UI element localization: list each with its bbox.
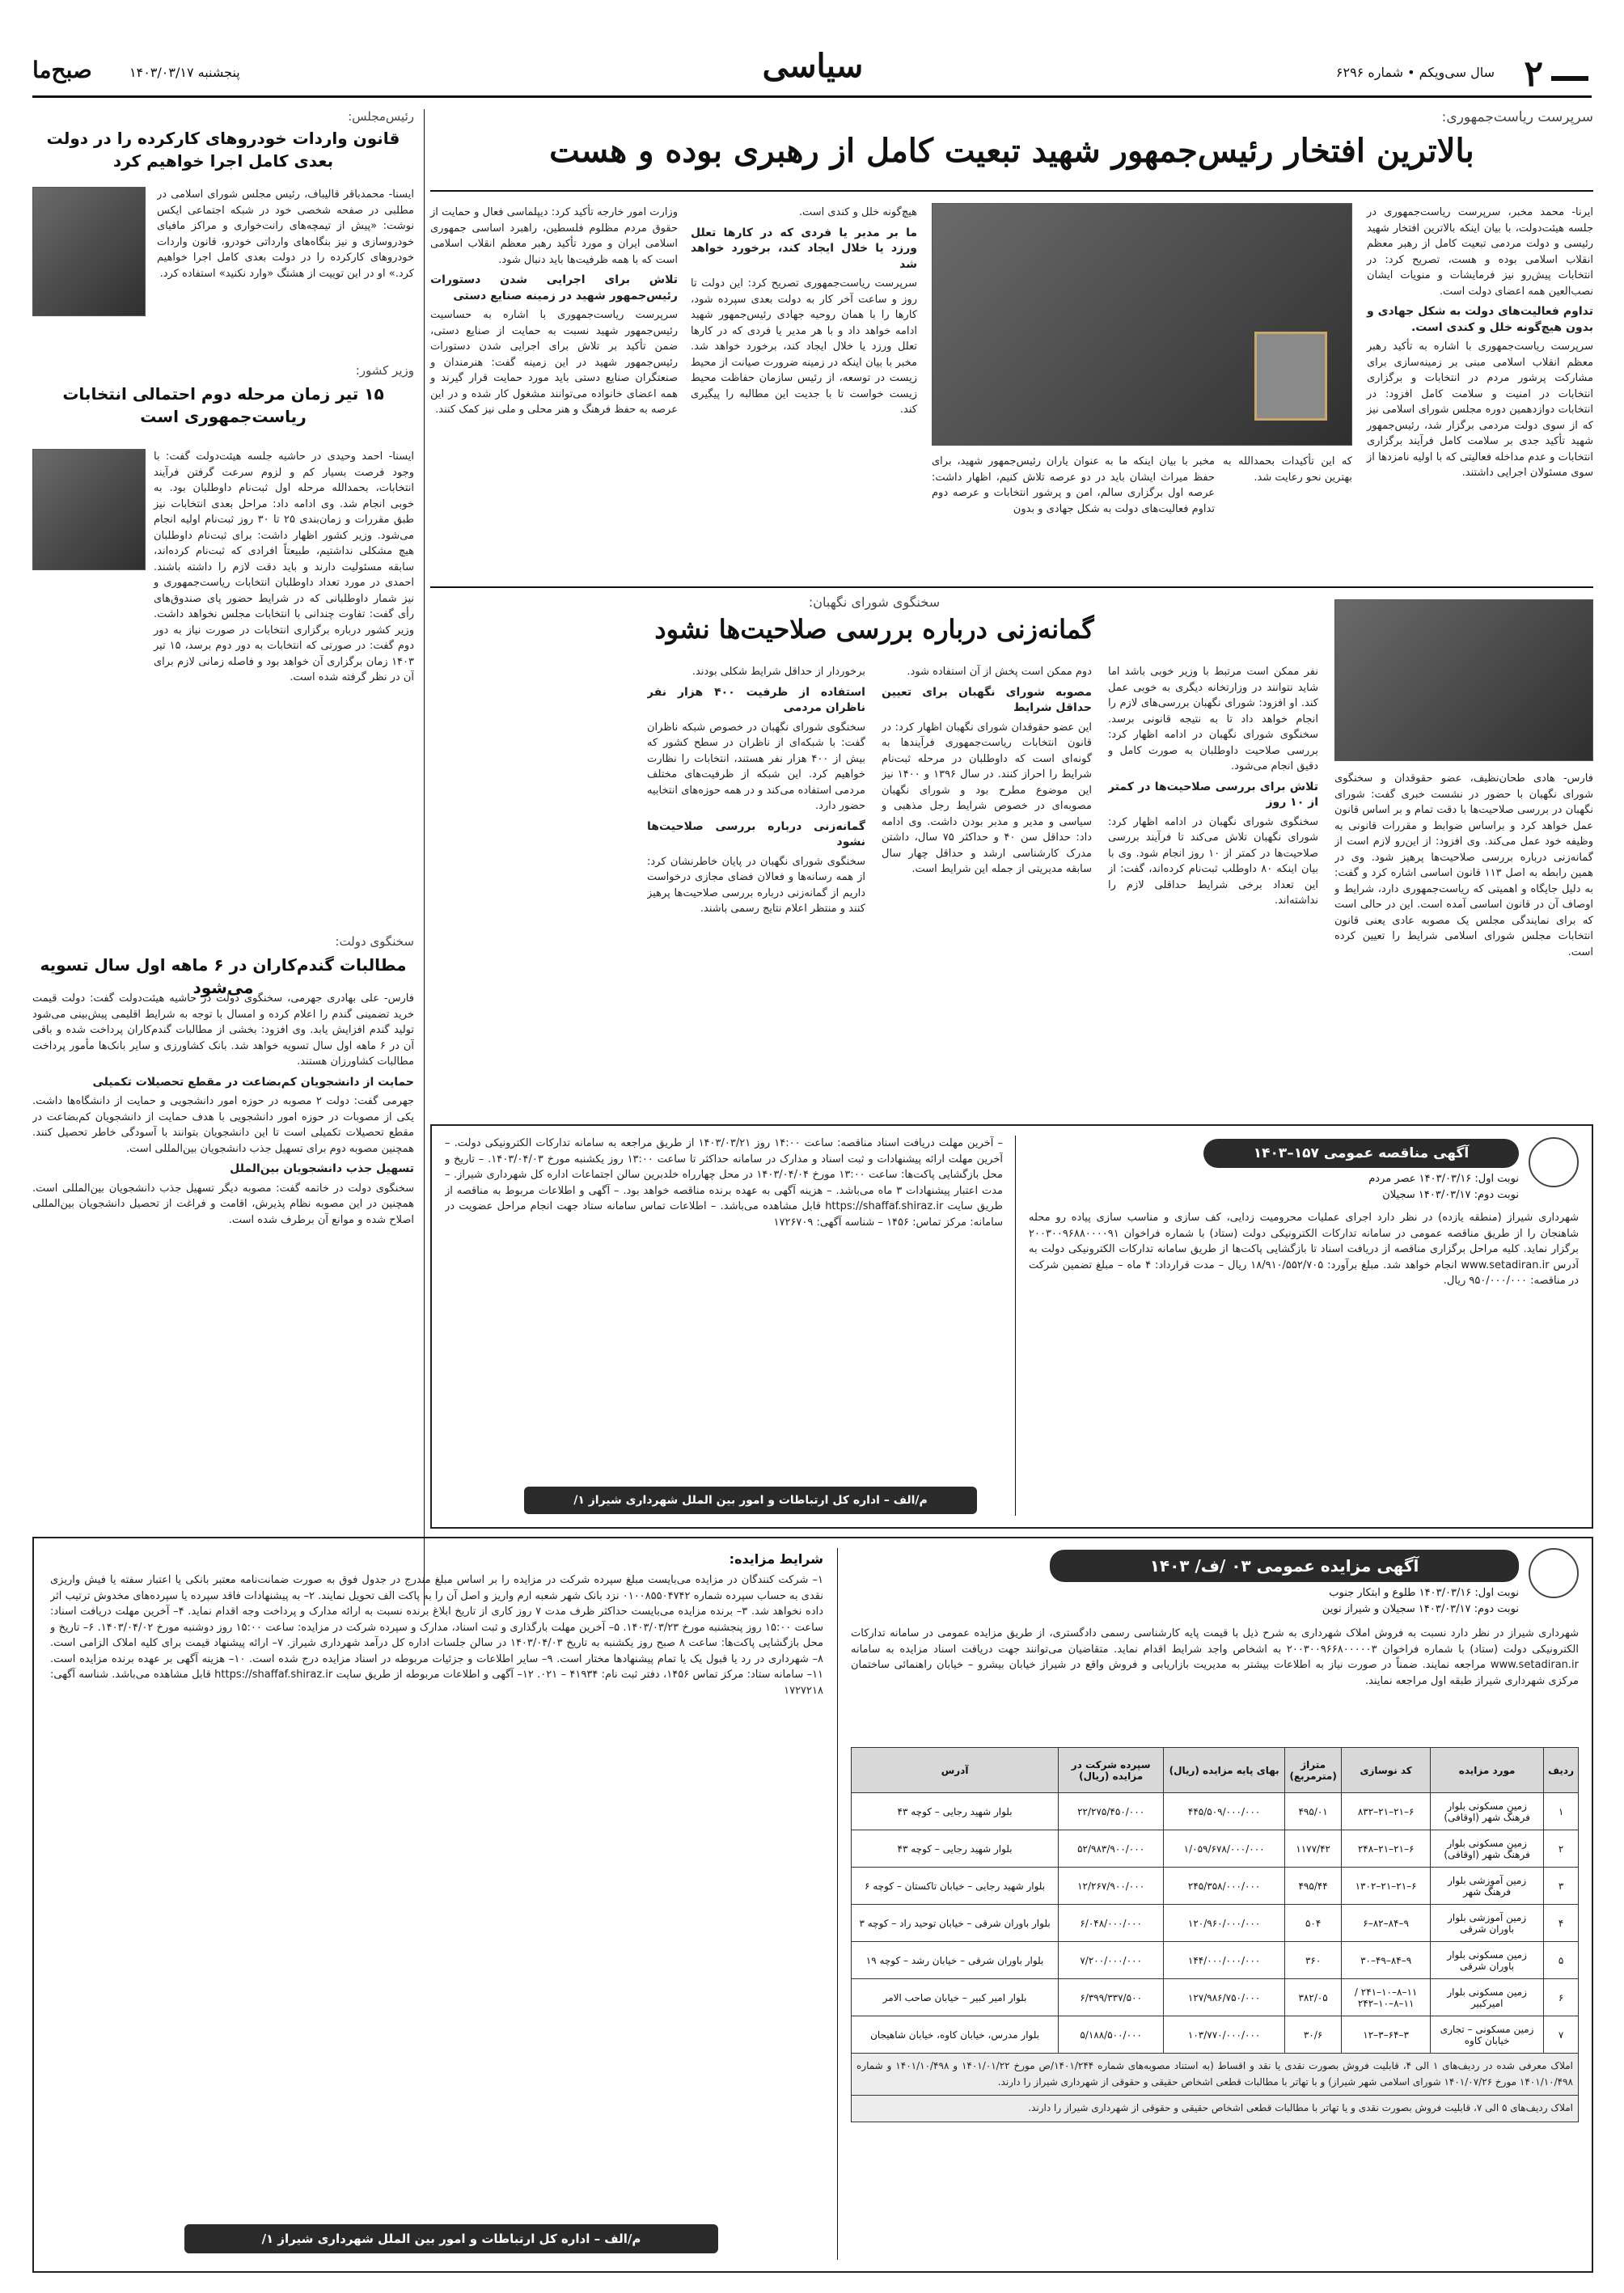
subheading: مصوبه شورای نگهبان برای تعیین حداقل شرایط <box>882 685 1092 714</box>
paragraph: ایرنا- محمد مخبر، سرپرست ریاست‌جمهوری در جلسه هیئت‌دولت، با بیان اینکه بالاترین افتخار شهید رئیسی و دولت مردمی تبعیت کامل از رهبر معظم انقلاب اسلامی بوده و هست، تصریح کرد: در انتخابات پیش‌رو نیز فرمایشات و منویات ایشان نصب‌العین همه اعضای دولت است. <box>1367 206 1593 298</box>
auction-table <box>851 1747 1579 2122</box>
lead-kicker: سرپرست ریاست‌جمهوری: <box>1441 109 1593 125</box>
table-cell: ۵۲/۹۸۳/۹۰۰/۰۰۰ <box>1059 1830 1164 1868</box>
table-cell: ۹–۸۴–۸۲–۶ <box>1342 1905 1431 1942</box>
table-row <box>852 1868 1579 1905</box>
photo-frame-portrait <box>1254 332 1327 421</box>
lead-col-4 <box>430 205 678 421</box>
table-cell: ۶–۲۱–۲۱–۱۳۰۲ <box>1342 1868 1431 1905</box>
auction-nobat-2: نوبت دوم: ۱۴۰۳/۰۳/۱۷ سجیلان و شیراز نوین <box>1322 1603 1519 1615</box>
paragraph: سرپرست ریاست‌جمهوری با اشاره به حساسیت رئیس‌جمهور شهید نسبت به حمایت از صنایع دستی، ضمن تأکید بر تلاش برای اجرایی شدن دستورات رئیس‌جمهور شهید در این زمینه گفت: هنرمندان و صنعتگران صنایع دستی باید مورد حمایت قرار گیرند و همه اعضای خانواده می‌توانند مشغول کار شده و در این عرصه به حفظ فرهنگ و هنر محلی و ملی نیز کمک کنند. <box>430 309 678 416</box>
auction-title: آگهی مزایده عمومی ۰۳ /ف/ ۱۴۰۳ <box>1050 1550 1519 1582</box>
table-cell: بلوار مدرس، خیابان کاوه، خیابان شاهیجان <box>852 2016 1059 2054</box>
table-cell: ۱۰۳/۷۷۰/۰۰۰/۰۰۰ <box>1164 2016 1285 2054</box>
tender-divider <box>1015 1136 1016 1516</box>
paragraph: جهرمی گفت: دولت ۲ مصوبه در حوزه امور دانشجویی و حمایت از دانشگاه‌ها داشت. یکی از مصوبات در حوزه امور دانشجویی با هدف حمایت از دانشجویان کم‌بضاعت در مقطع تحصیلات تکمیلی است تا این دانشجویان بتوانند با آسودگی خاطر تحصیل کنند. همچنین مصوبه دوم برای تسهیل جذب دانشجویان بین‌المللی است. <box>32 1095 414 1155</box>
brief-body: ایسنا- محمدباقر قالیباف، رئیس مجلس شورای اسلامی در مطلبی در صفحه شخصی خود در شبکه اجتماعی ایکس نوشت: «پیش از تیمچه‌های رانت‌خواری و مراکز مافیای خودروسازی و نیز بنگاه‌های وارداتی خودرو، قانون واردات خودروهای کارکرده را در دولت بعدی کامل اجرا خواهیم کرد.» او در این توییت از هشتگ «وارد نکنید» استفاده کرد. <box>157 188 414 280</box>
paragraph: سرپرست ریاست‌جمهوری تصریح کرد: این دولت تا روز و ساعت آخر کار به دولت بعدی سپرده شود، کارها را با همان روحیه جهادی رئیس‌جمهور شهید ادامه خواهد داد و با هر مدیر یا فردی که در کارها تعلل ورزد یا خلال ایجاد کند، برخورد خواهد شد. مخبر با بیان اینکه در زمینه ضرورت صیانت از محیط زیست در توسعه، از رئیس سازمان حفاظت محیط زیست خواست تا با جدیت این مطالبه را پیگیری کند. <box>691 277 917 416</box>
publication-date: پنجشنبه ۱۴۰۳/۰۳/۱۷ <box>129 65 240 80</box>
col-header: سپرده شرکت در مزایده (ریال) <box>1059 1748 1164 1793</box>
photo-caption-right: که این تأکیدات بحمدالله به بهترین نحو رعایت شد. <box>1223 455 1352 484</box>
article-rule <box>430 586 1593 588</box>
table-cell: ۳۶۰ <box>1285 1942 1342 1979</box>
newspaper-logo: صبح‌ما <box>32 57 92 83</box>
table-cell: ۷/۲۰۰/۰۰۰/۰۰۰ <box>1059 1942 1164 1979</box>
column-divider <box>424 109 425 1606</box>
table-cell: ۱۱–۸–۱۰–۲۴۱ / ۱۱–۸–۱۰–۲۴۲ <box>1342 1979 1431 2016</box>
paragraph: نفر ممکن است مرتبط با وزیر خوبی باشد اما شاید نتوانند در وزارتخانه دیگری به خوبی عمل کند. او افزود: شورای نگهبان بررسی‌های لازم را انجام خواهد داد تا به نتیجه قانونی برسد. سخنگوی شورای نگهبان در ادامه اظهار کرد: بررسی صلاحیت داوطلبان به صورت کامل و دقیق انجام می‌شود. <box>1108 666 1318 772</box>
table-cell: ۴ <box>1544 1905 1579 1942</box>
table-cell: بلوار شهید رجایی – خیابان تاکستان – کوچه ۶ <box>852 1868 1059 1905</box>
page-number-dash <box>1551 76 1588 81</box>
col-header: آدرس <box>852 1748 1059 1793</box>
paragraph: سرپرست ریاست‌جمهوری با اشاره به تأکید رهبر معظم انقلاب اسلامی مبنی بر زمینه‌سازی برای مشارکت پرشور مردم در انتخابات و برگزاری انتخابات در امنیت و سلامت کامل افزود: در انتخابات دوازدهمین دوره مجلس شورای اسلامی نیز که از سوی دولت مردمی برگزار شد، رئیس‌جمهور شهید تأکید جدی بر سلامت کامل فرآیند برگزاری انتخابات و عدم مداخله فعالیتی که با اولیه نامزدها از سوی مسئولان اجرایی داشتند. <box>1367 341 1593 479</box>
auction-footer: م/الف – اداره کل ارتباطات و امور بین الملل شهرداری شیراز ۱/ <box>184 2224 718 2253</box>
paragraph: سخنگوی شورای نگهبان در خصوص شبکه ناظران گفت: با شبکه‌ای از ناظران در سطح کشور که بیش از ۴۰۰ هزار نفر هستند، انتخابات را نظارت خواهیم کرد. این شبکه از ظرفیت‌های مختلف مردمی استفاده می‌کند و در همه حوزه‌های انتخابیه حضور دارد. <box>647 721 865 812</box>
table-cell: بلوار امیر کبیر – خیابان صاحب الامر <box>852 1979 1059 2016</box>
table-cell: ۳ <box>1544 1868 1579 1905</box>
conditions-body: ۱– شرکت کنندگان در مزایده می‌بایست مبلغ سپرده شرکت در مزایده را بر اساس مبلغ مندرج در جدول فوق به صورت ضمانت‌نامه معتبر بانکی یا اعتبار سفته یا فیش واریزی نقدی به حساب سپرده شماره ۰۱۰۰۸۵۵۰۴۷۴۲ نزد بانک شهر شعبه ارم واریز و اصل آن را به پاکت الف تحویل نمایند. ۲– به پیشنهادات فاقد سپرده یا سپرده‌های مخدوش ترتیب اثر داده نخواهد شد. ۳– برنده مزایده می‌بایست حداکثر ظرف مدت ۷ روز کاری از تاریخ ابلاغ برنده نسبت به ارائه مدارک و پرداخت وجه اقدام نماید. ۴– آخرین مهلت دریافت اسناد: ساعت ۱۵:۰۰ روز پنجشنبه مورخ ۱۴۰۳/۰۳/۲۳. ۵– آخرین مهلت بارگذاری و ثبت اسناد، مدارک و سپرده شرکت در مزایده: ساعت ۱۵:۰۰ روز دوشنبه مورخ ۱۴۰۳/۰۴/۰۲. ۶– تاریخ و محل بازگشایی پاکت‌ها: ساعت ۸ صبح روز یکشنبه به تاریخ ۱۴۰۳/۰۴/۰۳ در سالن جلسات اداره کل درآمد شهرداری شیراز. ۷– ارائه پیشنهاد قیمت برای کلیه املاک الزامی است. ۸– شهرداری در رد یا قبول یک یا تمام پیشنهادها مختار است. ۹– سایر اطلاعات و جزئیات مربوطه در اسناد مزایده درج شده است. ۱۰– هزینه آگهی بر عهده برنده مزایده است. ۱۱– سامانه ستاد: مرکز تماس ۱۴۵۶، دفتر ثبت نام: ۴۱۹۳۴ – ۰۲۱. ۱۲– آگهی و اطلاعات مربوطه از طریق سایت https://shaffaf.shiraz.ir قابل مشاهده می‌باشد. شناسه آگهی: ۱۷۲۷۲۱۸ <box>50 1574 823 1697</box>
auction-intro: شهرداری شیراز در نظر دارد نسبت به فروش املاک شهرداری به شرح ذیل با قیمت پایه کارشناسی رسمی دادگستری، از طریق مزایده عمومی در سامانه تدارکات الکترونیکی دولت (ستاد) با شماره فراخوان ۲۰۰۳۰۰۹۶۶۸۰۰۰۰۰۳ به اشخاص واجد شرایط اقدام نماید. متقاضیان می‌توانند جهت دریافت اسناد مزایده به سامانه www.setadiran.ir مراجعه نمایند. ضمناً در صورت نیاز به اطلاعات بیشتر به مدیریت بازاریابی و فروش واقع در شیراز خیابان بیشرو – خیابان راهنمائی ساختمان مرکزی شهرداری شیراز طبقه اول مراجعه نمایند. <box>851 1627 1579 1687</box>
table-cell: ۶ <box>1544 1979 1579 2016</box>
tender-body-right: شهرداری شیراز (منطقه یازده) در نظر دارد اجرای عملیات محرومیت زدایی، کف سازی و مناسب سازی پیاده رو محله شاهنجان را از طریق مناقصه عمومی در سامانه تدارکات الکترونیکی دولت (ستاد) با شماره فراخوان ۲۰۰۳۰۰۹۶۸۸۰۰۰۰۹۱ برگزار نماید. کلیه مراحل برگزاری مناقصه از دریافت اسناد تا بازگشایی پاکت‌ها از طریق سامانه تدارکات الکترونیکی دولت به آدرس www.setadiran.ir انجام خواهد شد. مبلغ برآورد: ۱۸/۹۱۰/۵۵۲/۷۰۵ ریال – مدت قرارداد: ۴ ماه – مبلغ تضمین شرکت در مناقصه: ۹۵۰/۰۰۰/۰۰۰ ریال. <box>1029 1212 1579 1287</box>
table-cell: ۵۰۴ <box>1285 1905 1342 1942</box>
table-cell: ۱۱۷۷/۴۲ <box>1285 1830 1342 1868</box>
masthead-rule <box>32 95 1592 98</box>
table-cell: ۶/۰۴۸/۰۰۰/۰۰۰ <box>1059 1905 1164 1942</box>
article-col-1: فارس- هادی طحان‌نظیف، عضو حقوقدان و سخنگوی شورای نگهبان با حضور در نشست خبری گفت: شورای نگهبان در بررسی صلاحیت‌ها با دقت تمام و بر اساس قانون عمل خواهد کرد و براساس ضوابط و مقررات قانونی به وظیفه خود عمل می‌کند. وی افزود: از این‌رو لازم است از گمانه‌زنی درباره بررسی صلاحیت‌ها پرهیز شود. وی در همین رابطه به اصل ۱۱۳ قانون اساسی اشاره کرد و گفت: به دلیل جایگاه و اهمیتی که ریاست‌جمهوری دارد، شرایط و اوصاف آن در قانون اساسی آمده است. این در حالی است که برای نمایندگی مجلس یک مصوبه عادی یعنی قانون انتخابات مجلس شورای اسلامی شرایط را تعیین کرده است. <box>1334 772 1593 958</box>
masthead <box>0 49 1624 97</box>
table-cell: ۲ <box>1544 1830 1579 1868</box>
table-row <box>852 1793 1579 1830</box>
auction-nobat-1: نوبت اول: ۱۴۰۳/۰۳/۱۶ طلوع و ابتکار جنوب <box>1329 1587 1519 1599</box>
brief-body <box>32 991 414 1606</box>
table-cell: ۳۸۲/۰۵ <box>1285 1979 1342 2016</box>
article-headline: گمانه‌زنی درباره بررسی صلاحیت‌ها نشود <box>654 614 1094 645</box>
issue-info: سال سی‌ویکم • شماره ۶۲۹۶ <box>1335 65 1495 80</box>
col-header: مورد مزایده <box>1431 1748 1544 1793</box>
table-cell: ۴۴۵/۵۰۹/۰۰۰/۰۰۰ <box>1164 1793 1285 1830</box>
table-cell: ۱۲/۲۶۷/۹۰۰/۰۰۰ <box>1059 1868 1164 1905</box>
tender-body-left: – آخرین مهلت دریافت اسناد مناقصه: ساعت ۱۴:۰۰ روز ۱۴۰۳/۰۳/۲۱ از طریق مراجعه به سامانه تدارکات الکترونیکی دولت. – آخرین مهلت ارائه پیشنهادات و ثبت اسناد و مدارک در سامانه حداکثر تا ساعت ۱۳:۰۰ روز یکشنبه مورخ ۱۴۰۳/۰۴/۰۳. – تاریخ و محل بازگشایی پاکت‌ها: ساعت ۱۳:۰۰ مورخ ۱۴۰۳/۰۴/۰۴ در محل چهارراه خلدبرین سالن اجتماعات اداره کل شهرداری شیراز. – مدت اعتبار پیشنهادات ۳ ماه می‌باشد. – هزینه آگهی به عهده برنده مناقصه خواهد بود. – آگهی و اطلاعات مربوط به مناقصه از طریق سایت https://shaffaf.shiraz.ir قابل مشاهده می‌باشد. – اطلاعات تماس سامانه ستاد جهت انجام مراحل عضویت در سامانه: مرکز تماس: ۱۴۵۶ – شناسه آگهی: ۱۷۲۶۷۰۹ <box>445 1137 1003 1229</box>
conditions-title: شرایط مزایده: <box>729 1551 823 1567</box>
tender-nobat-2: نوبت دوم: ۱۴۰۳/۰۳/۱۷ سجیلان <box>1382 1189 1519 1201</box>
col-header: متراژ (مترمربع) <box>1285 1748 1342 1793</box>
section-title: سیاسی <box>762 47 864 85</box>
brief-body: ایسنا- احمد وحیدی در حاشیه جلسه هیئت‌دولت گفت: با وجود فرصت بسیار کم و لزوم سرعت گرفتن فرآیند انتخابات، بحمدالله مرحله اول ثبت‌نام داوطلبان بود. به خوبی انجام شد. وی ادامه داد: مراحل بعدی انتخابات نیز طبق مقررات و زمان‌بندی ۲۵ تا ۳۰ روز ثبت‌نام اولیه انجام می‌شود. وزیر کشور اظهار داشت: برای ثبت‌نام داوطلبان هیچ مشکلی نداشتیم، طبیعتاً افرادی که ثبت‌نام کرده‌اند، سابقه مسئولیت دارند و باید دقت لازم را داشته باشند. احمدی در مورد تعداد داوطلبان انتخابات ریاست‌جمهوری و نیز شمار داوطلبانی که در شرایط حضور پای صندوق‌های رأی گفت: تفاوت چندانی با انتخابات مجلس نخواهد داشت. وزیر کشور درباره برگزاری انتخابات در صورت نیاز به دور دوم گفت: در صورتی که انتخابات به دور دوم برسد، ۱۵ تیر ۱۴۰۳ زمان برگزاری آن خواهد بود و فاصله زمانی لازم برای آن در نظر گرفته شده است. <box>154 451 414 683</box>
brief-kicker: وزیر کشور: <box>355 363 414 378</box>
paragraph: فارس- علی بهادری جهرمی، سخنگوی دولت در حاشیه هیئت‌دولت گفت: دولت قیمت خرید تضمینی گندم را اعلام کرده و امسال با توجه به شرایط اقلیمی پیش‌بینی می‌شود تولید گندم افزایش یابد. وی افزود: بخشی از مطالبات گندم‌کاران پرداخت شده و باقی آن در ۶ ماهه اول سال تسویه خواهد شد. بانک کشاورزی و سایر بانک‌ها مأمور پرداخت مطالبات کشاورزان هستند. <box>32 992 414 1068</box>
brief-kicker: رئیس‌مجلس: <box>348 109 414 124</box>
lead-rule <box>430 190 1593 192</box>
lead-col-1 <box>1367 205 1593 484</box>
subheading: ما بر مدیر یا فردی که در کارها تعلل ورزد یا خلال ایجاد کند، برخورد خواهد شد <box>691 226 917 271</box>
brief-title: ۱۵ تیر زمان مرحله دوم احتمالی انتخابات ریاست‌جمهوری است <box>62 384 384 426</box>
photo-caption-center: مخبر با بیان اینکه ما به عنوان یاران رئیس‌جمهور شهید، برای حفظ میراث ایشان باید در دو عرصه تلاش کنیم، اظهار داشت: عرصه اول برگزاری سالم، امن و پرشور انتخابات و عرصه دوم تداوم فعالیت‌های دولت به شکل جهادی و بدون <box>932 455 1215 515</box>
brief-kicker: سخنگوی دولت: <box>335 934 414 949</box>
table-cell: زمین مسکونی بلوار فرهنگ شهر (اوقافی) <box>1431 1793 1544 1830</box>
table-row <box>852 1830 1579 1868</box>
table-note: املاک معرفی شده در ردیف‌های ۱ الی ۴، قابلیت فروش بصورت نقدی یا نقد و اقساط (به استناد مصوبه‌های شماره ۱۴۰۱/۲۴۴/ص مورخ ۱۴۰۱/۰۱/۲۲ و ۱۴۰۱/۱۰/۴۹۸ و شماره ۱۴۰۱/۱۰/۴۹۸ مورخ ۱۴۰۱/۰۷/۲۶ شورای اسلامی شهر شیراز) و با تهاتر با مطالبات قطعی اشخاص حقیقی و حقوقی از شهرداری شیراز را دارند. <box>851 2054 1579 2096</box>
col-header: کد نوسازی <box>1342 1748 1431 1793</box>
shiraz-municipality-emblem <box>1529 1137 1579 1187</box>
table-cell: زمین آموزشی بلوار باوران شرقی <box>1431 1905 1544 1942</box>
paragraph: دوم ممکن است پخش از آن استفاده شود. <box>907 666 1092 678</box>
paragraph: این عضو حقوقدان شورای نگهبان اظهار کرد: در قانون انتخابات ریاست‌جمهوری فرآیندها به گونه‌ای است که داوطلبان در مرحله ثبت‌نام شرایط را احراز کنند. در سال ۱۳۹۶ و ۱۴۰۰ نیز این موضوع مطرح بود و شورای نگهبان مصوبه‌ای در خصوص شرایط رجل مذهبی و سیاسی و مدیر و مدبر بودن داشت. وی ادامه داد: حداقل سن ۴۰ و حداکثر ۷۵ سال، داشتن مدرک کارشناسی ارشد و حداقل چهار سال سابقه مدیریتی از جمله این شرایط است. <box>882 721 1092 875</box>
lead-col-3 <box>691 205 917 421</box>
table-cell: ۲۲/۲۷۵/۴۵۰/۰۰۰ <box>1059 1793 1164 1830</box>
ghalibaf-photo <box>32 187 146 316</box>
table-cell: ۱۴۴/۰۰۰/۰۰۰/۰۰۰ <box>1164 1942 1285 1979</box>
table-cell: بلوار شهید رجایی – کوچه ۴۳ <box>852 1830 1059 1868</box>
tahan-nazif-photo <box>1334 599 1593 761</box>
table-cell: بلوار شهید رجایی – کوچه ۴۳ <box>852 1793 1059 1830</box>
table-cell: ۳۰/۶ <box>1285 2016 1342 2054</box>
table-cell: ۹–۸۴–۴۹–۳۰ <box>1342 1942 1431 1979</box>
table-cell: بلوار باوران شرقی – خیابان توحید راد – کوچه ۳ <box>852 1905 1059 1942</box>
tender-title: آگهی مناقصه عمومی ۱۵۷–۱۴۰۳ <box>1203 1139 1519 1168</box>
paragraph: سخنگوی دولت در خاتمه گفت: مصوبه دیگر تسهیل جذب دانشجویان بین‌المللی است. همچنین در این مصوبه نظام پذیرش، اقامت و فراغت از تحصیل دانشجویان بین‌المللی اصلاح شده و موانع آن برطرف شده است. <box>32 1182 414 1226</box>
table-cell: ۳–۶۴–۳–۱۲ <box>1342 2016 1431 2054</box>
table-row <box>852 2016 1579 2054</box>
tender-ad <box>430 1124 1593 1529</box>
paragraph: هیچ‌گونه خلل و کندی است. <box>798 206 917 218</box>
table-cell: زمین مسکونی بلوار فرهنگ شهر (اوقافی) <box>1431 1830 1544 1868</box>
col-header: بهای پایه مزایده (ریال) <box>1164 1748 1285 1793</box>
briefs-column <box>32 109 414 1606</box>
table-header-row <box>852 1748 1579 1793</box>
table-cell: ۵/۱۸۸/۵۰۰/۰۰۰ <box>1059 2016 1164 2054</box>
table-cell: ۱/۰۵۹/۶۷۸/۰۰۰/۰۰۰ <box>1164 1830 1285 1868</box>
table-cell: زمین آموزشی بلوار فرهنگ شهر <box>1431 1868 1544 1905</box>
table-cell: ۴۹۵/۰۱ <box>1285 1793 1342 1830</box>
mokhber-photo <box>932 203 1352 446</box>
lead-headline: بالاترین افتخار رئیس‌جمهور شهید تبعیت کامل از رهبری بوده و هست <box>549 132 1474 170</box>
table-cell: زمین مسکونی بلوار امیرکبیر <box>1431 1979 1544 2016</box>
table-note: املاک ردیف‌های ۵ الی ۷، قابلیت فروش بصورت نقدی و یا تهاتر با مطالبات قطعی اشخاص حقیقی و حقوقی از شهرداری شیراز را دارند. <box>851 2096 1579 2122</box>
subheading: حمایت از دانشجویان کم‌بضاعت در مقطع تحصیلات تکمیلی <box>92 1075 414 1089</box>
table-cell: زمین مسکونی بلوار باوران شرقی <box>1431 1942 1544 1979</box>
table-cell: ۶–۲۱–۲۱–۸۳۲ <box>1342 1793 1431 1830</box>
table-cell: ۲۴۵/۳۵۸/۰۰۰/۰۰۰ <box>1164 1868 1285 1905</box>
subheading: تلاش برای اجرایی شدن دستورات رئیس‌جمهور شهید در زمینه صنایع دستی <box>430 273 678 302</box>
article-col-2 <box>1108 664 1318 1117</box>
auction-divider <box>837 1548 838 2260</box>
table-cell: ۱۲۰/۹۶۰/۰۰۰/۰۰۰ <box>1164 1905 1285 1942</box>
page-number: ۲ <box>1524 53 1543 95</box>
paragraph: سخنگوی شورای نگهبان در ادامه اظهار کرد: شورای نگهبان تلاش می‌کند تا فرآیند بررسی صلاحیت‌ها در کمتر از ۱۰ روز انجام شود. وی با بیان اینکه ۸۰ داوطلب ثبت‌نام کرده‌اند، گفت: از این تعداد برخی شرایط حداقلی لازم را نداشته‌اند. <box>1108 815 1318 907</box>
subheading: گمانه‌زنی درباره بررسی صلاحیت‌ها نشود <box>647 819 865 848</box>
brief-title: مطالبات گندم‌کاران در ۶ ماهه اول سال تسویه می‌شود <box>40 955 407 997</box>
table-cell: زمین مسکونی – تجاری خیابان کاوه <box>1431 2016 1544 2054</box>
auction-ad <box>32 1537 1593 2273</box>
table-cell: ۱۲۷/۹۸۶/۷۵۰/۰۰۰ <box>1164 1979 1285 2016</box>
article-kicker: سخنگوی شورای نگهبان: <box>808 594 941 610</box>
brief-title: قانون واردات خودروهای کارکرده را در دولت بعدی کامل اجرا خواهیم کرد <box>46 129 400 171</box>
paragraph: برخوردار از حداقل شرایط شکلی بودند. <box>691 666 865 678</box>
table-cell: ۵ <box>1544 1942 1579 1979</box>
guardian-council-article <box>430 586 1593 1120</box>
table-cell: ۴۹۵/۴۴ <box>1285 1868 1342 1905</box>
table-cell: بلوار باوران شرقی – خیابان رشد – کوچه ۱۹ <box>852 1942 1059 1979</box>
table-row <box>852 1905 1579 1942</box>
table-cell: ۶–۲۱–۲۱–۲۴۸ <box>1342 1830 1431 1868</box>
table-row <box>852 1942 1579 1979</box>
shiraz-municipality-emblem <box>1529 1548 1579 1598</box>
subheading: استفاده از ظرفیت ۴۰۰ هزار نفر ناظران مردمی <box>647 685 865 714</box>
table-cell: ۷ <box>1544 2016 1579 2054</box>
article-col-4 <box>647 664 865 1117</box>
col-header: ردیف <box>1544 1748 1579 1793</box>
tender-nobat-1: نوبت اول: ۱۴۰۳/۰۳/۱۶ عصر مردم <box>1368 1173 1519 1185</box>
lead-article <box>430 109 1593 582</box>
table-row <box>852 1979 1579 2016</box>
paragraph: وزارت امور خارجه تأکید کرد: دیپلماسی فعال و حمایت از حقوق مردم مظلوم فلسطین، راهبرد اساسی جمهوری اسلامی ایران و مورد تأکید رهبر معظم انقلاب اسلامی است که با همه ظرفیت‌ها باید دنبال شود. <box>430 206 678 266</box>
subheading: تداوم فعالیت‌های دولت به شکل جهادی و بدون هیچ‌گونه خلل و کندی است. <box>1367 305 1593 334</box>
table-cell: ۱ <box>1544 1793 1579 1830</box>
table-cell: ۶/۳۹۹/۳۳۷/۵۰۰ <box>1059 1979 1164 2016</box>
subheading: تسهیل جذب دانشجویان بین‌الملل <box>230 1162 414 1175</box>
paragraph: سخنگوی شورای نگهبان در پایان خاطرنشان کرد: از همه رسانه‌ها و فعالان فضای مجازی درخواست داریم از گمانه‌زنی درباره بررسی صلاحیت‌ها پرهیز کنند و منتظر اعلام نتایج رسمی باشند. <box>647 855 865 915</box>
subheading: تلاش برای بررسی صلاحیت‌ها در کمتر از ۱۰ روز <box>1108 780 1318 809</box>
article-col-3 <box>882 664 1092 1117</box>
tender-footer: م/الف – اداره کل ارتباطات و امور بین الملل شهرداری شیراز ۱/ <box>524 1487 977 1514</box>
